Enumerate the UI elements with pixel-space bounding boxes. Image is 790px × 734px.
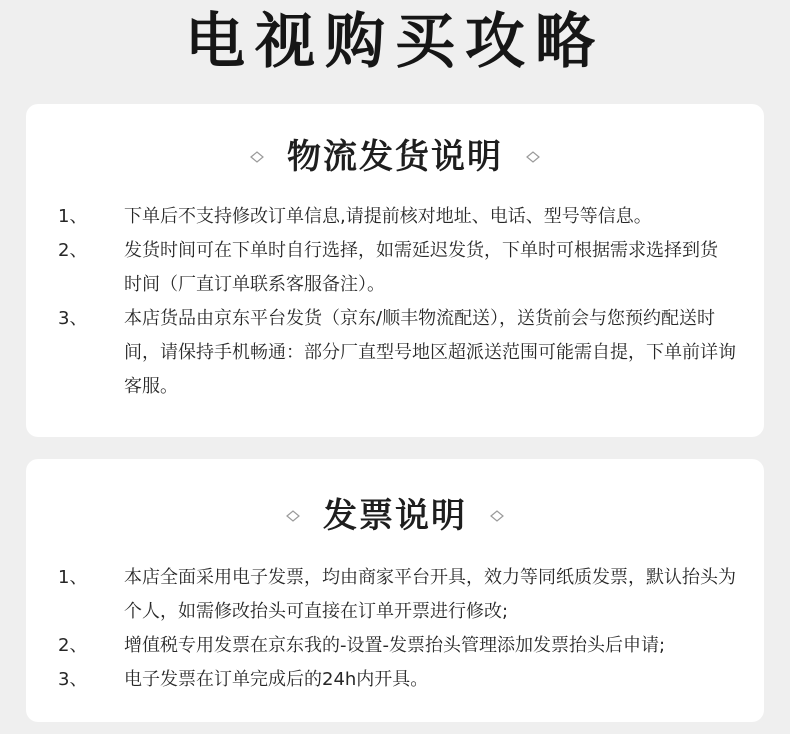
item-number: 2、 — [58, 635, 88, 656]
list-item — [26, 234, 764, 302]
invoice-title: 发票说明 — [323, 496, 467, 536]
logistics-card — [26, 104, 764, 437]
logistics-title: 物流发货说明 — [287, 137, 503, 177]
item-number: 1、 — [58, 567, 88, 588]
list-item — [26, 561, 764, 629]
item-text: 发货时间可在下单时自行选择，如需延迟发货，下单时可根据需求选择到货时间（厂直订单联系客服备注）。 — [124, 240, 718, 295]
list-item — [26, 302, 764, 404]
page-title: 电视购买攻略 — [185, 7, 605, 77]
list-item — [26, 629, 764, 663]
invoice-list — [26, 561, 764, 697]
right-diamond-divider-icon — [489, 509, 649, 523]
left-diamond-divider-icon — [141, 509, 301, 523]
right-diamond-divider-icon — [525, 150, 685, 164]
item-number: 1、 — [58, 206, 88, 227]
item-text: 本店货品由京东平台发货（京东/顺丰物流配送），送货前会与您预约配送时间，请保持手机畅通：部分厂直型号地区超派送范围可能需自提，下单前详询客服。 — [124, 308, 736, 397]
logistics-list — [26, 200, 764, 404]
invoice-header — [26, 491, 764, 541]
item-number: 2、 — [58, 240, 88, 261]
logistics-header — [26, 132, 764, 182]
item-text: 电子发票在订单完成后的24h内开具。 — [124, 669, 429, 690]
item-text: 增值税专用发票在京东我的-设置-发票抬头管理添加发票抬头后申请; — [124, 635, 666, 656]
list-item — [26, 663, 764, 697]
item-number: 3、 — [58, 308, 88, 329]
list-item — [26, 200, 764, 234]
item-number: 3、 — [58, 669, 88, 690]
item-text: 本店全面采用电子发票，均由商家平台开具，效力等同纸质发票，默认抬头为个人，如需修改抬头可直接在订单开票进行修改; — [124, 567, 736, 622]
left-diamond-divider-icon — [105, 150, 265, 164]
invoice-card — [26, 459, 764, 722]
item-text: 下单后不支持修改订单信息,请提前核对地址、电话、型号等信息。 — [124, 206, 652, 227]
